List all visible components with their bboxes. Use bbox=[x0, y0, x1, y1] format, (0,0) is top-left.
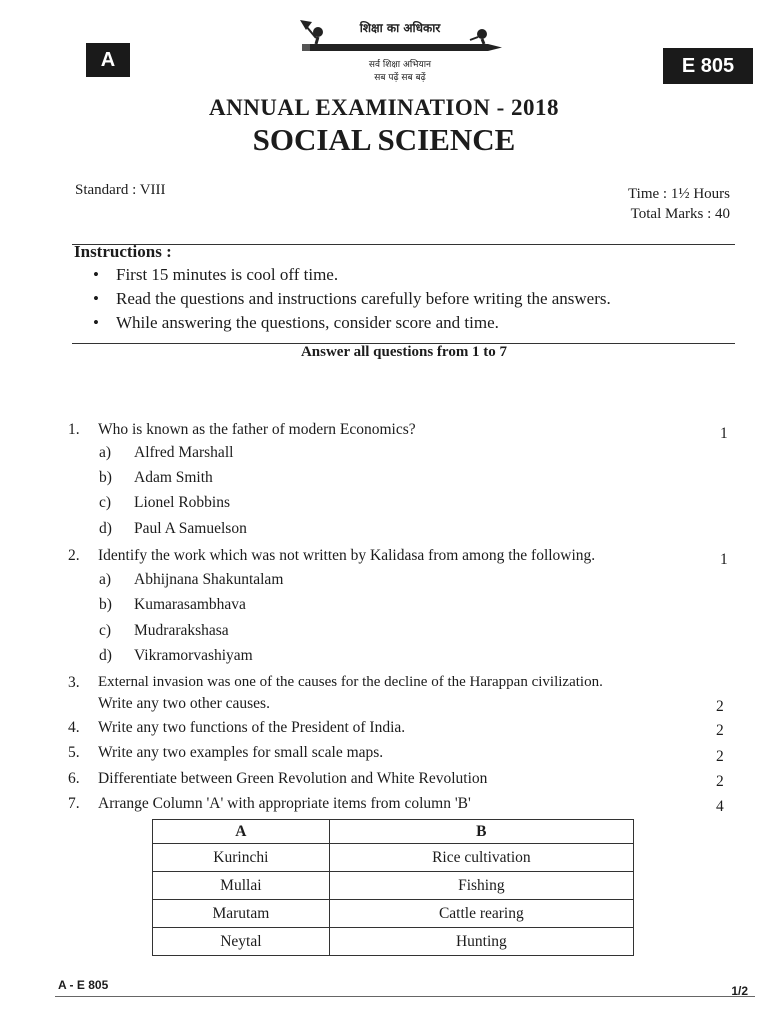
option-letter: c) bbox=[99, 622, 112, 639]
column-a-cell: Marutam bbox=[153, 900, 330, 928]
question-number: 4. bbox=[68, 719, 80, 736]
column-b-cell: Rice cultivation bbox=[329, 844, 633, 872]
option-letter: b) bbox=[99, 596, 112, 613]
exam-title: ANNUAL EXAMINATION - 2018 bbox=[208, 95, 560, 120]
question-number: 5. bbox=[68, 744, 80, 761]
time-label: Time : 1½ Hours bbox=[628, 186, 730, 202]
standard-label: Standard : VIII bbox=[75, 182, 166, 198]
option-letter: d) bbox=[99, 520, 112, 537]
question-marks: 2 bbox=[716, 748, 724, 765]
question-marks: 1 bbox=[720, 425, 728, 442]
question-marks: 2 bbox=[716, 698, 724, 715]
column-a-cell: Kurinchi bbox=[153, 844, 330, 872]
table-row bbox=[153, 844, 634, 872]
question-number: 1. bbox=[68, 421, 80, 438]
question-number: 6. bbox=[68, 770, 80, 787]
instruction-item: • First 15 minutes is cool off time. bbox=[93, 265, 339, 284]
option-text: Lionel Robbins bbox=[134, 494, 231, 511]
footer-paper-code: A - E 805 bbox=[58, 978, 109, 992]
question-text: Arrange Column 'A' with appropriate items from column 'B' bbox=[98, 795, 471, 812]
instruction-text: While answering the questions, consider score and time. bbox=[116, 313, 499, 332]
instruction-item: • While answering the questions, consider score and time. bbox=[93, 313, 499, 332]
set-code-badge: A bbox=[86, 43, 130, 77]
option-text: Vikramorvashiyam bbox=[134, 647, 253, 664]
question-marks: 2 bbox=[716, 722, 724, 739]
instruction-text: Read the questions and instructions carefully before writing the answers. bbox=[116, 289, 611, 308]
option-letter: a) bbox=[99, 444, 112, 461]
question-text: Write any two examples for small scale maps. bbox=[98, 744, 384, 761]
question-text: Write any two functions of the President of India. bbox=[98, 719, 406, 736]
question-number: 3. bbox=[68, 674, 80, 691]
option-text: Kumarasambhava bbox=[134, 596, 246, 613]
paper-code-badge: E 805 bbox=[663, 48, 753, 84]
column-b-cell: Cattle rearing bbox=[329, 900, 633, 928]
question-number: 7. bbox=[68, 795, 80, 812]
column-a-header: A bbox=[153, 820, 330, 844]
option-letter: a) bbox=[99, 571, 112, 588]
logo-line1: सर्व शिक्षा अभियान bbox=[368, 60, 432, 70]
answer-all-instruction: Answer all questions from 1 to 7 bbox=[300, 344, 508, 360]
option-letter: c) bbox=[99, 494, 112, 511]
option-text: Abhijnana Shakuntalam bbox=[134, 571, 284, 588]
question-number: 2. bbox=[68, 547, 80, 564]
question-text: Who is known as the father of modern Economics? bbox=[98, 421, 416, 438]
column-b-cell: Hunting bbox=[329, 928, 633, 956]
match-columns-table bbox=[152, 819, 634, 956]
question-text-continued: Write any two other causes. bbox=[98, 695, 270, 712]
column-a-cell: Mullai bbox=[153, 872, 330, 900]
footer-divider bbox=[55, 996, 755, 997]
table-row bbox=[153, 872, 634, 900]
column-a-cell: Neytal bbox=[153, 928, 330, 956]
table-header-row bbox=[153, 820, 634, 844]
logo-line2: सब पढ़ें सब बढ़ें bbox=[374, 73, 426, 83]
question-text: Differentiate between Green Revolution and White Revolution bbox=[98, 770, 488, 787]
question-marks: 1 bbox=[720, 551, 728, 568]
question-text: External invasion was one of the causes for the decline of the Harappan civilization. bbox=[98, 674, 603, 690]
option-text: Alfred Marshall bbox=[134, 444, 234, 461]
footer-page-number: 1/2 bbox=[731, 984, 748, 998]
instruction-text: First 15 minutes is cool off time. bbox=[116, 265, 339, 284]
total-marks-label: Total Marks : 40 bbox=[630, 206, 730, 222]
instructions-heading: Instructions : bbox=[74, 242, 172, 261]
option-text: Adam Smith bbox=[134, 469, 213, 486]
table-row bbox=[153, 900, 634, 928]
option-text: Paul A Samuelson bbox=[134, 520, 247, 537]
option-letter: d) bbox=[99, 647, 112, 664]
subject-title: SOCIAL SCIENCE bbox=[252, 122, 516, 157]
column-b-cell: Fishing bbox=[329, 872, 633, 900]
option-letter: b) bbox=[99, 469, 112, 486]
question-marks: 2 bbox=[716, 773, 724, 790]
table-row bbox=[153, 928, 634, 956]
instruction-item: • Read the questions and instructions carefully before writing the answers. bbox=[93, 289, 611, 308]
column-b-header: B bbox=[329, 820, 633, 844]
option-text: Mudrarakshasa bbox=[134, 622, 229, 639]
sarva-shiksha-abhiyan-logo bbox=[292, 18, 510, 88]
question-text: Identify the work which was not written by Kalidasa from among the following. bbox=[98, 547, 596, 564]
logo-top-text: शिक्षा का अधिकार bbox=[359, 21, 441, 35]
question-marks: 4 bbox=[716, 798, 724, 815]
